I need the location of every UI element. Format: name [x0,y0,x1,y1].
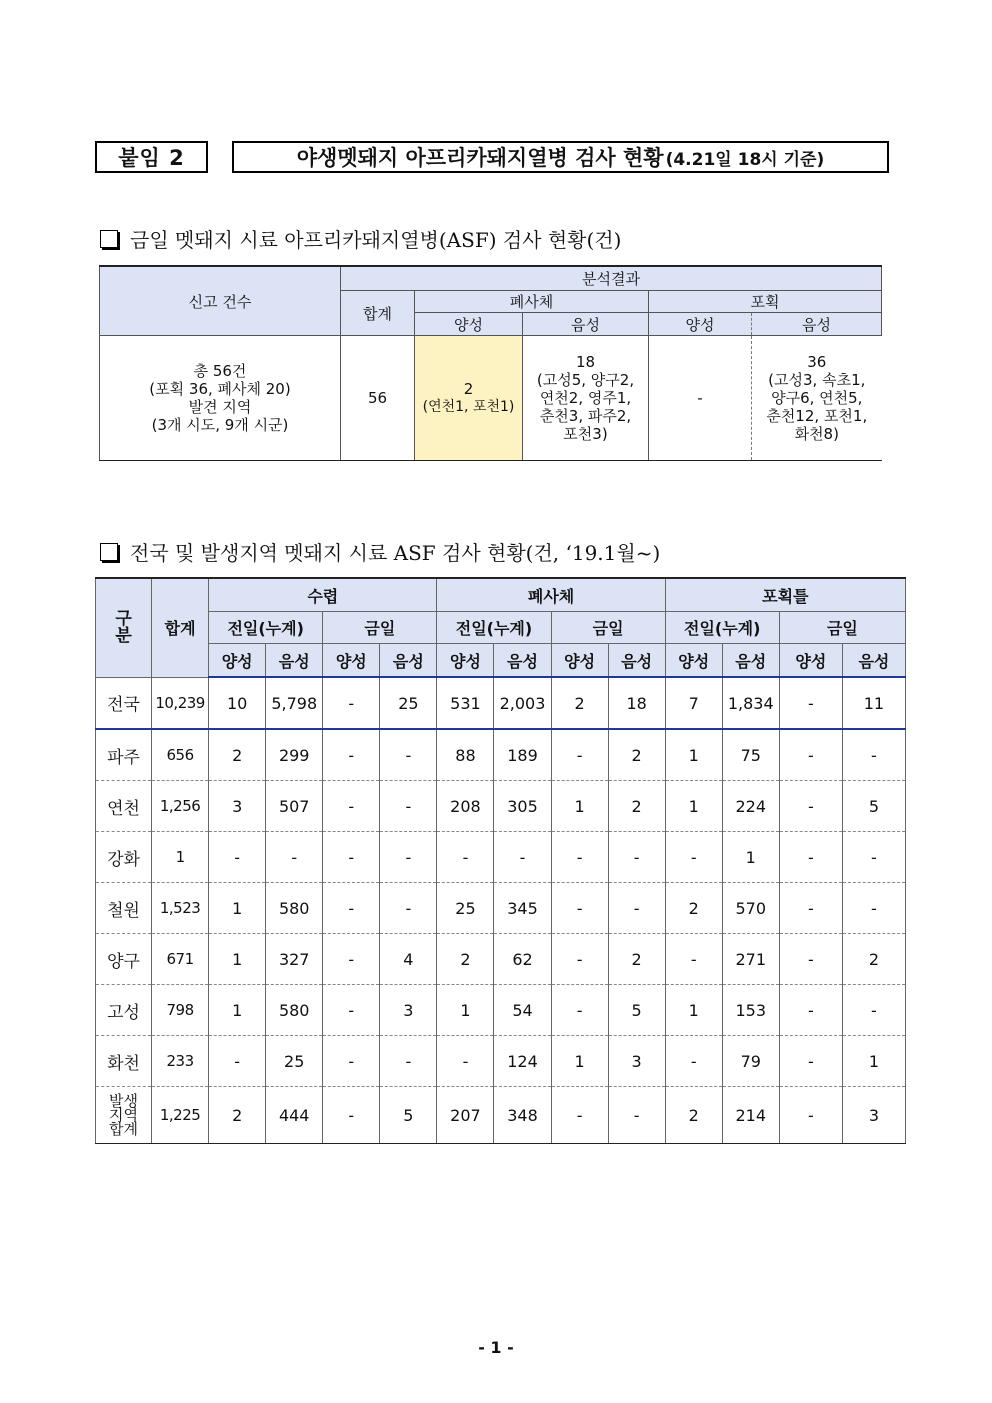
value-cell: - [209,832,266,883]
section2-heading [100,537,660,566]
value-cell: - [779,677,842,729]
report-line: (3개 시도, 9개 시군) [151,416,289,434]
value-cell: - [323,883,380,934]
value-cell: 580 [266,985,323,1036]
value-cell: 1 [722,832,779,883]
table-row [96,985,906,1036]
total-cell: 671 [152,934,209,985]
value-cell: 345 [494,883,551,934]
value-cell: 5 [380,1087,437,1144]
hunting-prev-header: 전일(누계) [209,612,323,644]
attachment-title: 야생멧돼지 아프리카돼지열병 검사 현황 [296,146,664,170]
value-cell: - [380,781,437,832]
value-cell: - [842,832,905,883]
capture-today-header: 금일 [779,612,905,644]
value-cell: 299 [266,729,323,781]
value-cell: 5,798 [266,677,323,729]
region-cell [96,883,152,934]
value-cell: 271 [722,934,779,985]
value-cell: - [551,985,608,1036]
section2-heading-text: 전국 및 발생지역 멧돼지 시료 ASF 검사 현황(건, ‘19.1월~) [130,541,661,565]
value-cell: 10 [209,677,266,729]
positive-header: 양성 [551,644,608,678]
value-cell: - [665,934,722,985]
detail-line: (고성3, 속초1, [768,371,866,389]
value-cell: 570 [722,883,779,934]
value-cell: - [842,883,905,934]
value-cell: 507 [266,781,323,832]
value-cell: 189 [494,729,551,781]
hunting-today-header: 금일 [323,612,437,644]
value-cell: 1 [665,729,722,781]
value-cell: 2 [551,677,608,729]
value-cell: 2 [608,729,665,781]
report-count-cell [100,336,341,461]
value-cell: 1 [665,985,722,1036]
region-cell [96,781,152,832]
value-cell: 2 [608,934,665,985]
value-cell: 208 [437,781,494,832]
value-cell: 25 [266,1036,323,1087]
value-cell: 1 [665,781,722,832]
detail-line: 연천2, 영주1, [539,389,632,407]
negative-header: 음성 [608,644,665,678]
value-cell: 348 [494,1087,551,1144]
gubun-header [96,578,152,677]
region-name: 전국 [107,695,140,716]
value-cell: 1 [842,1036,905,1087]
region-name: 발생지역합계 [109,1092,139,1138]
value-cell: - [380,729,437,781]
value-cell: - [551,934,608,985]
value-cell: 305 [494,781,551,832]
value-cell: 2 [209,1087,266,1144]
detail-line: 춘천12, 포천1, [766,407,868,425]
analysis-header: 분석결과 [341,266,882,291]
capture-negative-header: 음성 [752,313,882,336]
total-cell: 1 [152,832,209,883]
value-cell: - [779,729,842,781]
positive-header: 양성 [779,644,842,678]
carcass-positive-cell [415,336,523,461]
value-cell: 1,834 [722,677,779,729]
capture-positive-header: 양성 [649,313,752,336]
table-row [96,781,906,832]
positive-header: 양성 [437,644,494,678]
detail-line: 양구6, 연천5, [771,389,863,407]
total-cell: 1,523 [152,883,209,934]
value-cell: 531 [437,677,494,729]
detail-line: 춘천3, 파주2, [539,407,632,425]
checkbox-bullet-icon [100,543,118,561]
table-row [96,832,906,883]
value-cell: - [266,832,323,883]
value-cell: 3 [209,781,266,832]
value-cell: 88 [437,729,494,781]
negative-header: 음성 [722,644,779,678]
region-name: 화천 [107,1053,140,1074]
value-cell: 79 [722,1036,779,1087]
carcass-header: 폐사체 [437,578,665,612]
report-count-header: 신고 건수 [100,266,341,336]
capture-negative-cell [752,336,882,461]
value-cell: - [779,985,842,1036]
carcass-negative-header: 음성 [523,313,649,336]
value-cell: 153 [722,985,779,1036]
hunting-header: 수렵 [209,578,437,612]
value-cell: 25 [380,677,437,729]
value-cell: - [380,832,437,883]
report-line: 총 56건 [193,362,247,380]
table-row [96,729,906,781]
value-cell: - [323,1036,380,1087]
carcass-negative-cell [523,336,649,461]
total-header: 합계 [152,578,209,677]
value-cell: 2 [209,729,266,781]
value-cell: - [608,832,665,883]
national-test-table [95,577,906,1144]
value-cell: - [779,781,842,832]
value-cell: - [608,1087,665,1144]
total-cell: 1,256 [152,781,209,832]
positive-header: 양성 [323,644,380,678]
carcass-negative-value: 18 [575,353,596,371]
carcass-prev-header: 전일(누계) [437,612,551,644]
table-row [96,1087,906,1144]
attachment-title-box [232,141,889,173]
value-cell: - [323,832,380,883]
negative-header: 음성 [494,644,551,678]
value-cell: 580 [266,883,323,934]
carcass-positive-header: 양성 [415,313,523,336]
value-cell: - [437,1036,494,1087]
value-cell: - [323,934,380,985]
value-cell: 444 [266,1087,323,1144]
value-cell: 5 [608,985,665,1036]
value-cell: 1 [437,985,494,1036]
value-cell: 62 [494,934,551,985]
region-cell [96,832,152,883]
table-row [96,934,906,985]
value-cell: - [551,729,608,781]
carcass-positive-detail: (연천1, 포천1) [422,399,515,415]
negative-header: 음성 [266,644,323,678]
value-cell: 327 [266,934,323,985]
region-name: 강화 [107,849,140,870]
region-name: 철원 [107,900,140,921]
value-cell: 54 [494,985,551,1036]
detail-line: (고성5, 양구2, [536,371,635,389]
region-cell [96,729,152,781]
capture-positive-cell: - [649,336,752,461]
total-cell: 10,239 [152,677,209,729]
table-body [96,677,906,1144]
value-cell: 18 [608,677,665,729]
value-cell: - [551,832,608,883]
region-cell [96,677,152,729]
value-cell: - [779,1036,842,1087]
value-cell: 2 [608,781,665,832]
carcass-positive-value: 2 [463,380,474,398]
positive-header: 양성 [665,644,722,678]
value-cell: - [323,781,380,832]
section1-heading-text: 금일 멧돼지 시료 아프리카돼지열병(ASF) 검사 현황(건) [130,228,622,252]
negative-header: 음성 [842,644,905,678]
table-row [96,677,906,729]
value-cell: 25 [437,883,494,934]
region-name: 양구 [107,951,140,972]
total-cell: 656 [152,729,209,781]
value-cell: 5 [842,781,905,832]
value-cell: 75 [722,729,779,781]
value-cell: - [665,832,722,883]
value-cell: 2 [665,883,722,934]
value-cell: - [779,832,842,883]
value-cell: 1 [209,883,266,934]
report-line: 발견 지역 [188,398,252,416]
value-cell: 1 [209,985,266,1036]
negative-header: 음성 [380,644,437,678]
value-cell: - [551,883,608,934]
detail-line: 화천8) [794,425,839,443]
region-name: 파주 [107,747,140,768]
carcass-today-header: 금일 [551,612,665,644]
value-cell: - [779,883,842,934]
total-cell: 233 [152,1036,209,1087]
value-cell: 7 [665,677,722,729]
value-cell: - [380,883,437,934]
value-cell: - [779,1087,842,1144]
capture-header: 포획 [649,291,882,313]
value-cell: 1 [209,934,266,985]
value-cell: 11 [842,677,905,729]
value-cell: 1 [551,781,608,832]
value-cell: - [608,883,665,934]
region-cell [96,934,152,985]
value-cell: 2,003 [494,677,551,729]
value-cell: 3 [380,985,437,1036]
checkbox-bullet-icon [100,230,118,248]
table-row [96,883,906,934]
value-cell: - [779,934,842,985]
value-cell: 124 [494,1036,551,1087]
region-cell [96,985,152,1036]
value-cell: - [323,1087,380,1144]
value-cell: 1 [551,1036,608,1087]
value-cell: 2 [842,934,905,985]
value-cell: - [437,832,494,883]
detail-line: 포천3) [563,425,608,443]
table-row [96,1036,906,1087]
value-cell: - [209,1036,266,1087]
value-cell: - [494,832,551,883]
value-cell: - [380,1036,437,1087]
value-cell: - [665,1036,722,1087]
capture-prev-header: 전일(누계) [665,612,779,644]
value-cell: - [323,677,380,729]
value-cell: 3 [608,1036,665,1087]
region-name: 고성 [107,1002,140,1023]
value-cell: 214 [722,1087,779,1144]
value-cell: 2 [437,934,494,985]
total-cell: 56 [341,336,415,461]
page-number: - 1 - [478,1338,514,1357]
value-cell: - [551,1087,608,1144]
capture-trap-header: 포획틀 [665,578,905,612]
gubun-header-text: 구분 [115,608,132,646]
capture-negative-value: 36 [807,353,827,371]
value-cell: - [842,729,905,781]
total-cell: 798 [152,985,209,1036]
value-cell: 4 [380,934,437,985]
today-test-table [99,265,882,461]
carcass-header: 폐사체 [415,291,649,313]
value-cell: 207 [437,1087,494,1144]
value-cell: 2 [665,1087,722,1144]
attachment-label: 붙임 2 [95,141,208,173]
total-header: 합계 [341,291,415,336]
region-cell [96,1036,152,1087]
value-cell: 224 [722,781,779,832]
attachment-basis: (4.21일 18시 기준) [665,149,825,170]
region-name: 연천 [107,798,140,819]
positive-header: 양성 [209,644,266,678]
value-cell: - [323,985,380,1036]
section1-heading [100,224,621,253]
total-cell: 1,225 [152,1087,209,1144]
report-line: (포획 36, 폐사체 20) [149,380,291,398]
value-cell: - [323,729,380,781]
region-cell [96,1087,152,1144]
value-cell: 3 [842,1087,905,1144]
value-cell: - [842,985,905,1036]
